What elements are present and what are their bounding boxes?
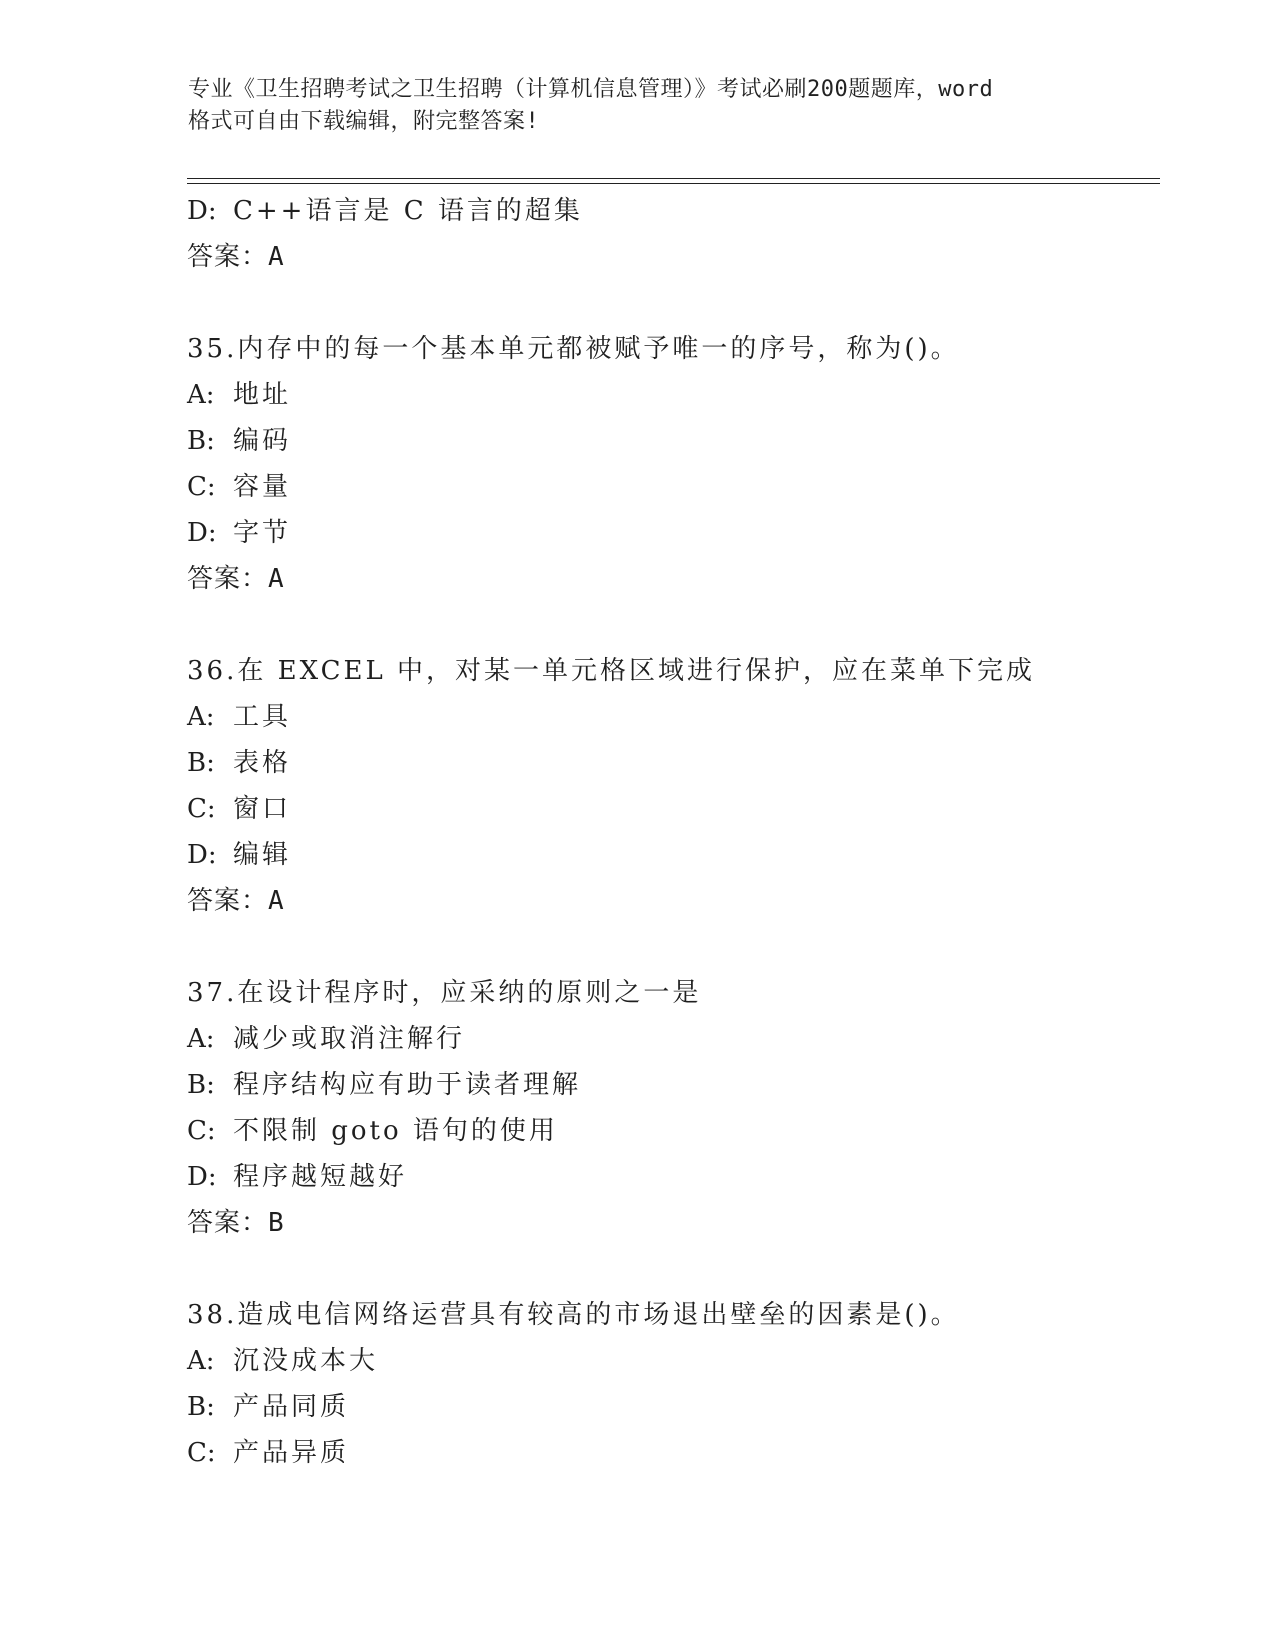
question-option xyxy=(187,372,1167,418)
option-key: C: xyxy=(187,472,216,502)
question-answer: 答案：A xyxy=(187,886,285,916)
option-key: B: xyxy=(187,1070,215,1100)
question-option xyxy=(187,1016,1167,1062)
question-answer: 答案：B xyxy=(187,1208,285,1238)
option-text: 沉没成本大 xyxy=(233,1346,379,1376)
header-divider-bottom xyxy=(187,183,1160,184)
question-option xyxy=(187,740,1167,786)
header-line-1: 专业《卫生招聘考试之卫生招聘（计算机信息管理）》考试必刷200题题库，word xyxy=(188,77,994,102)
question-option xyxy=(187,1062,1167,1108)
document-header xyxy=(188,74,1088,138)
question-option xyxy=(187,1384,1167,1430)
option-text: 表格 xyxy=(233,748,292,778)
question-option xyxy=(187,832,1167,878)
question-option xyxy=(187,1338,1167,1384)
spacer xyxy=(187,924,1167,970)
option-text: 减少或取消注解行 xyxy=(233,1024,466,1054)
option-text: 产品异质 xyxy=(233,1438,350,1468)
option-key: A: xyxy=(187,1346,215,1376)
option-text: C++语言是 C 语言的超集 xyxy=(233,196,583,226)
header-divider-top xyxy=(187,178,1160,179)
prev-question-answer: 答案：A xyxy=(187,242,285,272)
spacer xyxy=(187,602,1167,648)
question-option xyxy=(187,418,1167,464)
question-stem: 38.造成电信网络运营具有较高的市场退出壁垒的因素是()。 xyxy=(187,1300,960,1330)
question-stem: 35.内存中的每一个基本单元都被赋予唯一的序号，称为()。 xyxy=(187,334,960,364)
option-text: 容量 xyxy=(233,472,292,502)
option-key: D: xyxy=(187,840,217,870)
option-text: 编辑 xyxy=(233,840,292,870)
question-option xyxy=(187,464,1167,510)
option-key: D: xyxy=(187,196,217,226)
option-text: 地址 xyxy=(233,380,292,410)
option-text: 程序越短越好 xyxy=(233,1162,408,1192)
spacer xyxy=(187,1246,1167,1292)
header-line-2: 格式可自由下载编辑，附完整答案! xyxy=(188,109,540,134)
option-key: C: xyxy=(187,794,216,824)
option-text: 程序结构应有助于读者理解 xyxy=(233,1070,582,1100)
option-text: 字节 xyxy=(233,518,292,548)
option-key: A: xyxy=(187,702,215,732)
option-key: B: xyxy=(187,748,215,778)
option-text: 编码 xyxy=(233,426,292,456)
option-text: 工具 xyxy=(233,702,292,732)
question-option xyxy=(187,510,1167,556)
question-option xyxy=(187,1154,1167,1200)
option-key: B: xyxy=(187,426,215,456)
option-key: C: xyxy=(187,1438,216,1468)
option-text: 窗口 xyxy=(233,794,292,824)
question-option xyxy=(187,694,1167,740)
option-key: D: xyxy=(187,518,217,548)
question-answer: 答案：A xyxy=(187,564,285,594)
option-key: A: xyxy=(187,380,215,410)
question-option xyxy=(187,786,1167,832)
question-option xyxy=(187,1430,1167,1476)
prev-question-option-d xyxy=(187,188,1167,234)
question-option xyxy=(187,1108,1167,1154)
option-key: B: xyxy=(187,1392,215,1422)
option-key: C: xyxy=(187,1116,216,1146)
question-list xyxy=(187,188,1167,1476)
question-stem: 37.在设计程序时，应采纳的原则之一是 xyxy=(187,978,702,1008)
option-key: A: xyxy=(187,1024,215,1054)
spacer xyxy=(187,280,1167,326)
question-stem: 36.在 EXCEL 中，对某一单元格区域进行保护，应在菜单下完成 xyxy=(187,656,1036,686)
option-text: 不限制 goto 语句的使用 xyxy=(233,1116,558,1146)
option-key: D: xyxy=(187,1162,217,1192)
option-text: 产品同质 xyxy=(233,1392,350,1422)
